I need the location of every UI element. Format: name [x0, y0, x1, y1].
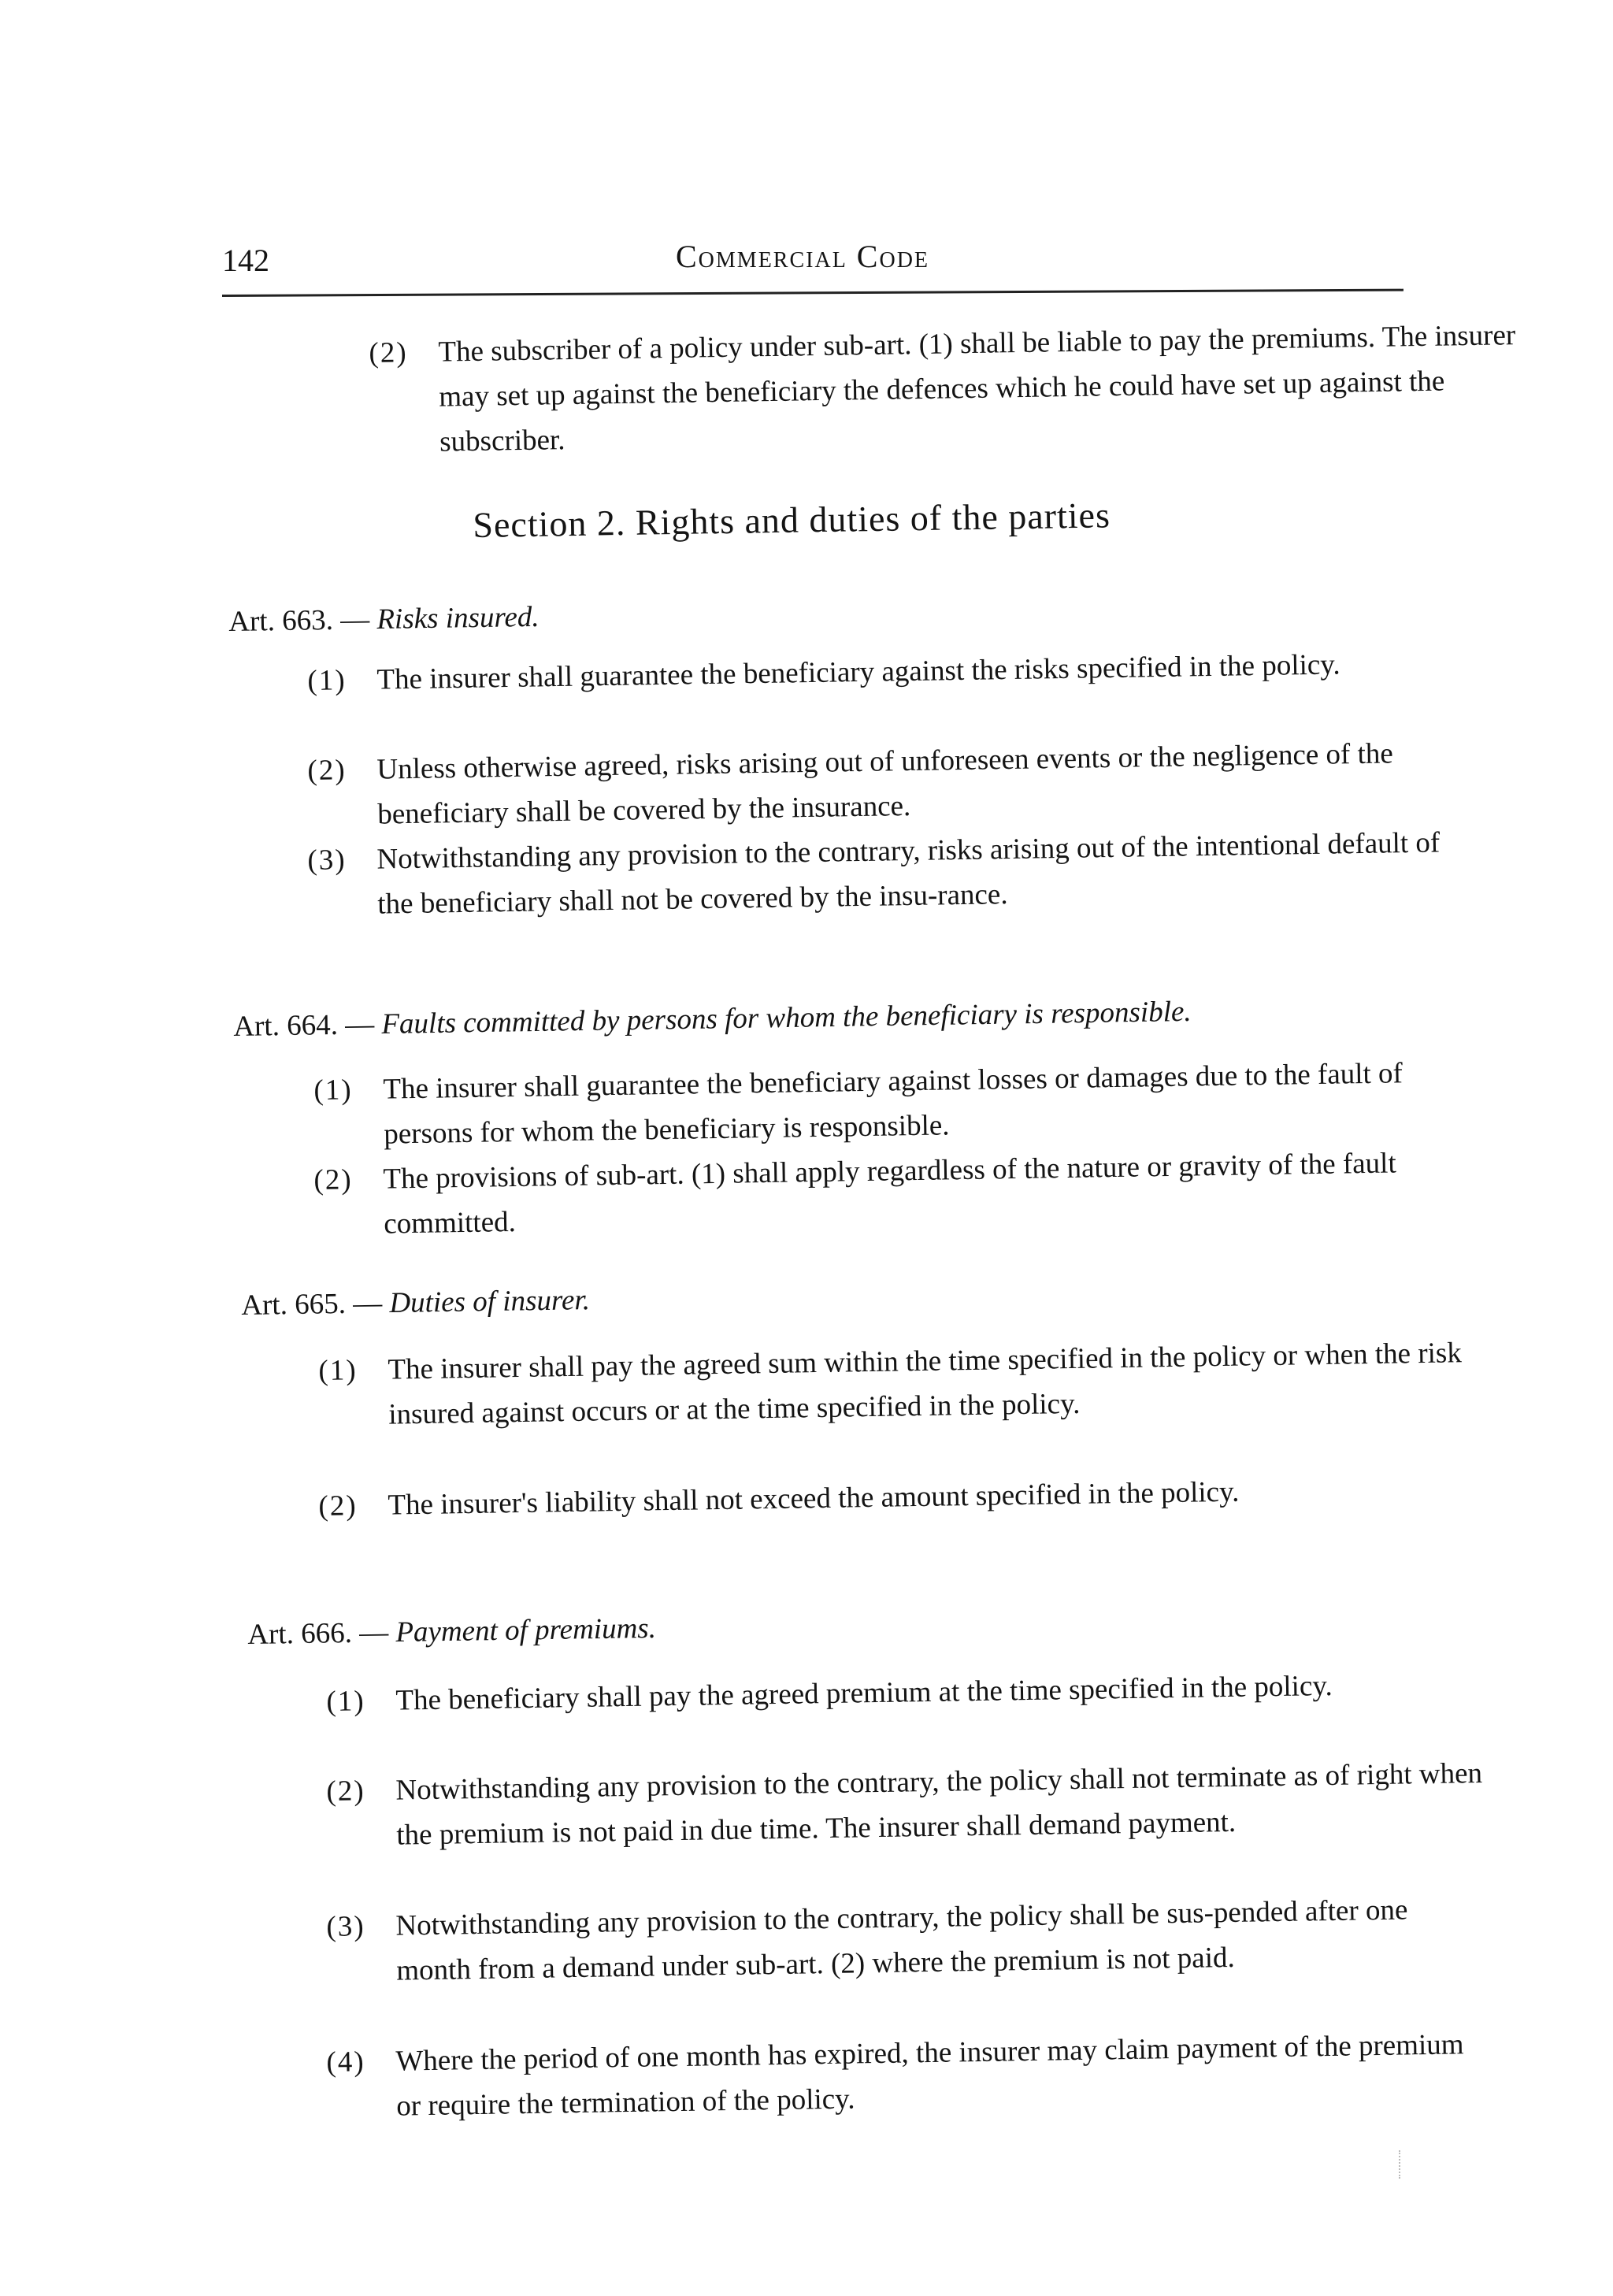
paragraph-number: (4): [326, 2046, 365, 2079]
article-label: Art. 665. —: [241, 1287, 383, 1322]
article-heading-665: [241, 1283, 590, 1322]
paragraph-text: Where the period of one month has expired, the insurer may claim payment of the premium or require the termination of the policy.: [395, 2028, 1464, 2123]
paragraph-number: (2): [313, 1163, 353, 1196]
page-number: 142: [222, 243, 269, 278]
article-label: Art. 663. —: [228, 603, 370, 638]
article-title: Duties of insurer.: [389, 1284, 591, 1320]
article-666-paragraph-4: [326, 2022, 1484, 2130]
section-heading: Section 2. Rights and duties of the parties: [473, 495, 1111, 545]
article-heading-663: [228, 600, 540, 639]
header-rule: [222, 289, 1403, 297]
paragraph-number: (1): [318, 1354, 358, 1387]
article-666-paragraph-1: [326, 1661, 1483, 1724]
paragraph-text: The insurer shall pay the agreed sum within the time specified in the policy or when the risk insured against occurs or at the time specified in the policy.: [387, 1337, 1463, 1431]
paragraph-number: (1): [313, 1074, 353, 1107]
article-665-paragraph-1: [318, 1330, 1476, 1438]
paragraph-number: (2): [318, 1489, 358, 1523]
article-label: Art. 664. —: [233, 1008, 375, 1043]
paragraph-number: (2): [326, 1775, 365, 1808]
running-head: Commercial Code: [676, 239, 930, 274]
paragraph-text: The provisions of sub-art. (1) shall apply regardless of the nature or gravity of the fault committed.: [383, 1147, 1397, 1241]
article-665-paragraph-2: [318, 1466, 1475, 1529]
article-664-paragraph-2: [313, 1140, 1471, 1248]
article-label: Art. 666. —: [247, 1616, 389, 1651]
article-663-paragraph-1: [307, 640, 1464, 703]
paragraph-text: Notwithstanding any provision to the contrary, the policy shall be sus-pended after one month from a demand under sub-art. (2) where the premium is not paid.: [395, 1894, 1408, 1987]
article-heading-664: [233, 995, 1192, 1044]
paragraph-number: (1): [307, 664, 347, 697]
paragraph-text: Unless otherwise agreed, risks arising out of unforeseen events or the negligence of the beneficiary shall be covered by the insurance.: [376, 737, 1394, 831]
paragraph-text: The insurer shall guarantee the beneficiary against losses or damages due to the fault of persons for whom the beneficiary is responsible.: [383, 1057, 1403, 1151]
paragraph-text: The subscriber of a policy under sub-art. (1) shall be liable to pay the premiums. The insurer may set up against the beneficiary the defences which he could have set up against the subscriber.: [438, 319, 1516, 458]
article-title: Payment of premiums.: [395, 1612, 657, 1649]
paragraph-text: The insurer's liability shall not exceed the amount specified in the policy.: [387, 1475, 1240, 1522]
article-title: Faults committed by persons for whom the beneficiary is responsible.: [381, 995, 1192, 1041]
paragraph-number: (3): [326, 1910, 365, 1943]
article-666-paragraph-3: [326, 1886, 1484, 1994]
article-666-paragraph-2: [326, 1751, 1484, 1859]
scan-speck: [1399, 2150, 1403, 2179]
paragraph-number: (2): [369, 336, 408, 369]
paragraph-text: Notwithstanding any provision to the contrary, the policy shall not terminate as of right when the premium is not paid in due time. The insurer shall demand payment.: [395, 1756, 1483, 1852]
paragraph-text: Notwithstanding any provision to the contrary, risks arising out of the intentional default of the beneficiary shall not be covered by the insu-rance.: [376, 826, 1441, 921]
article-heading-666: [247, 1612, 656, 1652]
paragraph-number: (2): [307, 754, 347, 787]
paragraph-text: The beneficiary shall pay the agreed premium at the time specified in the policy.: [395, 1669, 1333, 1717]
article-663-paragraph-3: [307, 820, 1465, 928]
article-title: Risks insured.: [376, 600, 540, 636]
paragraph-number: (1): [326, 1685, 365, 1718]
intro-paragraph: [369, 313, 1527, 466]
paragraph-number: (3): [307, 844, 347, 877]
paragraph-text: The insurer shall guarantee the beneficiary against the risks specified in the policy.: [376, 648, 1340, 696]
